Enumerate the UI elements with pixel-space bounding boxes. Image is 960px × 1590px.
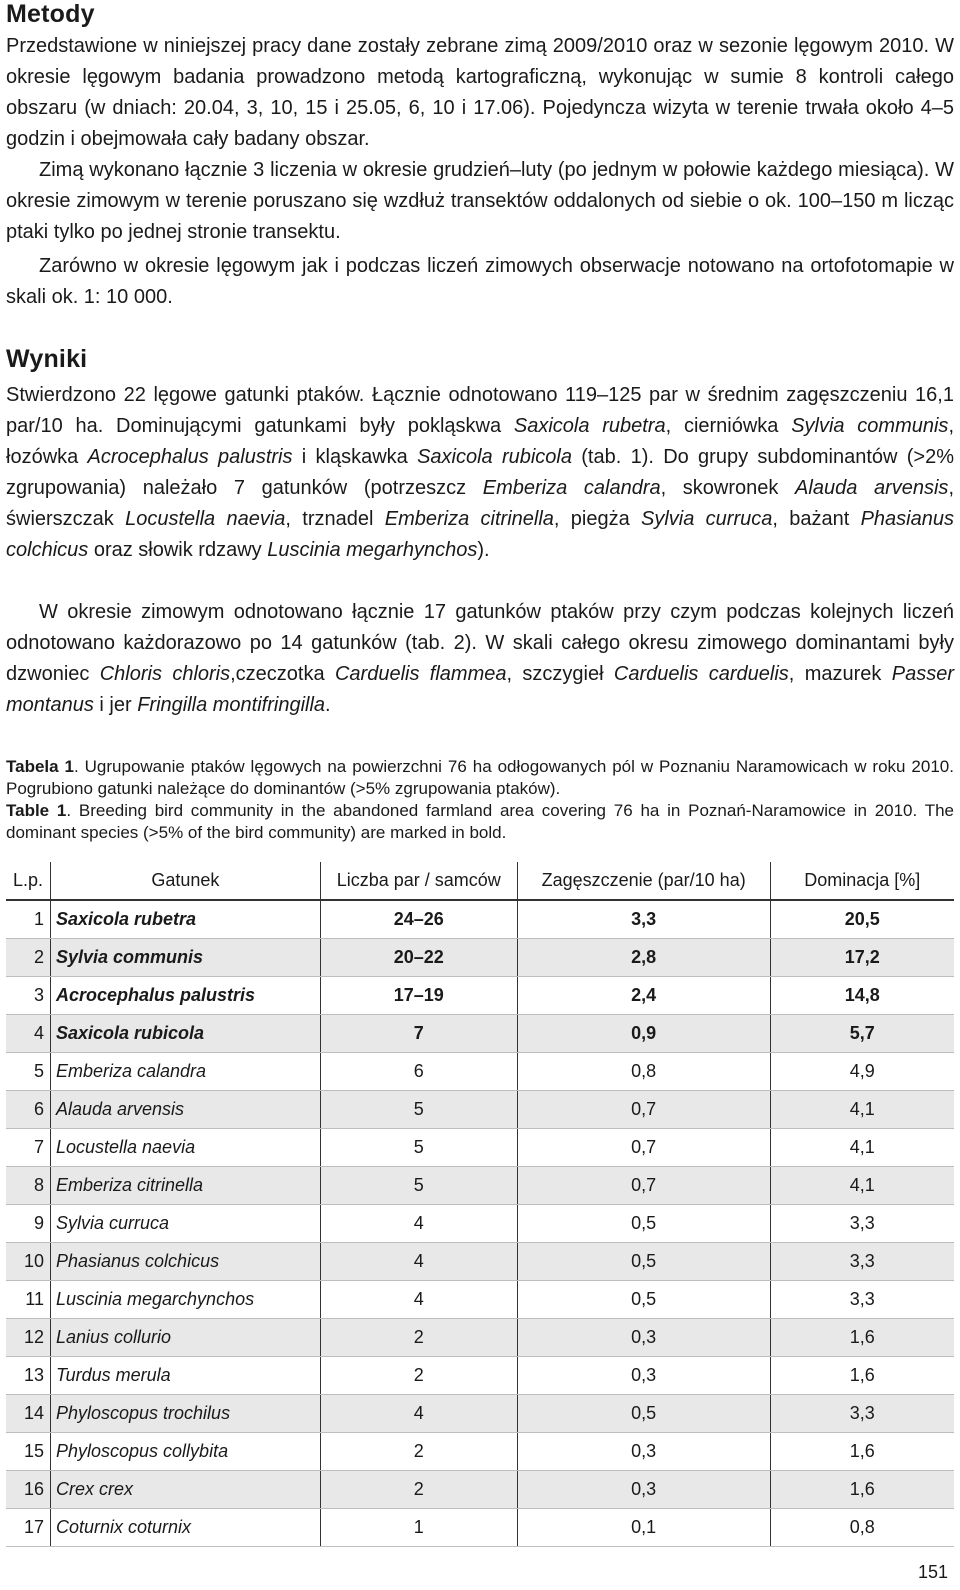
density-cell: 0,9 [517, 1015, 770, 1053]
density-cell: 0,3 [517, 1471, 770, 1509]
row-number: 15 [6, 1433, 50, 1471]
species-name: Emberiza calandra [482, 477, 661, 499]
row-number: 6 [6, 1091, 50, 1129]
table-row [6, 1129, 954, 1167]
dominance-cell: 0,8 [770, 1509, 954, 1547]
row-number: 10 [6, 1243, 50, 1281]
row-number: 5 [6, 1053, 50, 1091]
dominance-cell: 5,7 [770, 1015, 954, 1053]
row-number: 14 [6, 1395, 50, 1433]
species-name: Fringilla montifringilla [137, 694, 326, 716]
methods-paragraph-2: Zimą wykonano łącznie 3 liczenia w okresie grudzień–luty (po jednym w połowie każdego miesiąca). W okresie zimowym w terenie poruszano się wzdłuż transektów oddalonych od siebie o ok. 100–150 m licząc ptaki tylko po jednej stronie transektu. [6, 159, 954, 243]
species-cell: Phyloscopus trochilus [50, 1395, 320, 1433]
pairs-cell: 5 [320, 1129, 517, 1167]
species-cell: Saxicola rubicola [50, 1015, 320, 1053]
table-row [6, 1015, 954, 1053]
results-paragraph-2 [6, 597, 954, 721]
table-row [6, 977, 954, 1015]
table-caption-polish [6, 756, 954, 800]
species-name: Chloris chloris [99, 663, 231, 685]
column-header-species: Gatunek [50, 862, 320, 900]
table-caption-text: . Breeding bird community in the abandoned farmland area covering 76 ha in Poznań-Naramowice in 2010. The dominant species (>5% of the bird community) are marked in bold. [6, 801, 954, 842]
species-cell: Acrocephalus palustris [50, 977, 320, 1015]
species-cell: Coturnix coturnix [50, 1509, 320, 1547]
row-number: 9 [6, 1205, 50, 1243]
pairs-cell: 5 [320, 1091, 517, 1129]
density-cell: 0,8 [517, 1053, 770, 1091]
methods-heading: Metody [6, 0, 95, 28]
table-row [6, 1357, 954, 1395]
table-row [6, 1281, 954, 1319]
pairs-cell: 2 [320, 1319, 517, 1357]
species-name: Carduelis carduelis [613, 663, 789, 685]
column-header-density: Zagęszczenie (par/10 ha) [517, 862, 770, 900]
species-cell: Crex crex [50, 1471, 320, 1509]
table-row [6, 1395, 954, 1433]
text-run: , łozówka [6, 415, 954, 468]
density-cell: 0,3 [517, 1433, 770, 1471]
row-number: 16 [6, 1471, 50, 1509]
density-cell: 3,3 [517, 900, 770, 939]
species-cell: Alauda arvensis [50, 1091, 320, 1129]
dominance-cell: 3,3 [770, 1395, 954, 1433]
text-run: W okresie zimowym odnotowano łącznie 17 gatunków ptaków przy czym podczas kolejnych liczeń odnotowano każdorazowo po 14 gatunków (tab. 2). W skali całego okresu zimowego dominantami były dzwoniec [6, 601, 954, 685]
table-row [6, 1319, 954, 1357]
text-run: i jer [93, 694, 138, 716]
species-cell: Emberiza calandra [50, 1053, 320, 1091]
table-row [6, 1053, 954, 1091]
species-name: Sylvia communis [791, 415, 949, 437]
row-number: 2 [6, 939, 50, 977]
text-run: Stwierdzono 22 lęgowe gatunki ptaków. Łącznie odnotowano 119–125 par w średnim zagęszczeniu 16,1 par/10 ha. Dominującymi gatunkami były pokląskwa [6, 384, 954, 437]
density-cell: 0,1 [517, 1509, 770, 1547]
pairs-cell: 24–26 [320, 900, 517, 939]
species-cell: Lanius collurio [50, 1319, 320, 1357]
table-row [6, 900, 954, 939]
row-number: 3 [6, 977, 50, 1015]
row-number: 13 [6, 1357, 50, 1395]
row-number: 11 [6, 1281, 50, 1319]
dominance-cell: 4,9 [770, 1053, 954, 1091]
column-header-lp: L.p. [6, 862, 50, 900]
dominance-cell: 3,3 [770, 1243, 954, 1281]
species-cell: Luscinia megarchynchos [50, 1281, 320, 1319]
dominance-cell: 4,1 [770, 1129, 954, 1167]
table-row [6, 1471, 954, 1509]
dominance-cell: 1,6 [770, 1319, 954, 1357]
table-caption-label: Table 1 [6, 801, 67, 820]
dominance-cell: 3,3 [770, 1281, 954, 1319]
text-run: , świerszczak [6, 477, 954, 530]
row-number: 17 [6, 1509, 50, 1547]
species-name: Locustella naevia [125, 508, 286, 530]
density-cell: 2,4 [517, 977, 770, 1015]
table-row [6, 1205, 954, 1243]
text-run: oraz słowik rdzawy [88, 539, 268, 561]
density-cell: 0,3 [517, 1319, 770, 1357]
text-run: (tab. 1). Do grupy subdominantów (>2% zgrupowania) należało 7 gatunków (potrzeszcz [6, 446, 954, 499]
pairs-cell: 20–22 [320, 939, 517, 977]
species-name: Alauda arvensis [795, 477, 949, 499]
density-cell: 0,5 [517, 1281, 770, 1319]
species-name: Saxicola rubetra [513, 415, 666, 437]
bird-community-table [6, 862, 954, 1547]
species-name: Passer montanus [6, 663, 955, 716]
species-name: Acrocephalus palustris [87, 446, 293, 468]
pairs-cell: 5 [320, 1167, 517, 1205]
text-run: , trznadel [285, 508, 385, 530]
dominance-cell: 1,6 [770, 1471, 954, 1509]
table-row [6, 939, 954, 977]
table-row [6, 1509, 954, 1547]
species-cell: Phasianus colchicus [50, 1243, 320, 1281]
table-row [6, 1433, 954, 1471]
dominance-cell: 4,1 [770, 1091, 954, 1129]
table-header-row [6, 862, 954, 900]
text-run: , cierniówka [665, 415, 792, 437]
density-cell: 0,7 [517, 1091, 770, 1129]
row-number: 4 [6, 1015, 50, 1053]
table-caption-text: . Ugrupowanie ptaków lęgowych na powierzchni 76 ha odłogowanych pól w Poznaniu Naramowicach w roku 2010. Pogrubiono gatunki należące do dominantów (>5% zgrupowania ptaków). [6, 757, 954, 798]
species-cell: Saxicola rubetra [50, 900, 320, 939]
dominance-cell: 20,5 [770, 900, 954, 939]
row-number: 7 [6, 1129, 50, 1167]
species-cell: Turdus merula [50, 1357, 320, 1395]
pairs-cell: 4 [320, 1395, 517, 1433]
dominance-cell: 17,2 [770, 939, 954, 977]
pairs-cell: 6 [320, 1053, 517, 1091]
density-cell: 0,5 [517, 1395, 770, 1433]
text-run: . [325, 694, 331, 716]
text-run: ,czeczotka [230, 663, 335, 685]
pairs-cell: 2 [320, 1471, 517, 1509]
text-run: ). [477, 539, 490, 561]
results-paragraph-1 [6, 380, 954, 566]
pairs-cell: 7 [320, 1015, 517, 1053]
column-header-pairs: Liczba par / samców [320, 862, 517, 900]
text-run: i kląskawka [292, 446, 418, 468]
table-caption-label: Tabela 1 [6, 757, 74, 776]
density-cell: 0,5 [517, 1243, 770, 1281]
table-row [6, 1091, 954, 1129]
dominance-cell: 1,6 [770, 1357, 954, 1395]
methods-paragraph-3: Zarówno w okresie lęgowym jak i podczas liczeń zimowych obserwacje notowano na ortofotomapie w skali ok. 1: 10 000. [6, 255, 954, 308]
text-run: , szczygieł [506, 663, 614, 685]
methods-paragraph-1: Przedstawione w niniejszej pracy dane zostały zebrane zimą 2009/2010 oraz w sezonie lęgowym 2010. W okresie lęgowym badania prowadzono metodą kartograficzną, wykonując w sumie 8 kontroli całego obszaru (w dniach: 20.04, 3, 10, 15 i 25.05, 6, 10 i 17.06). Pojedyncza wizyta w terenie trwała około 4–5 godzin i obejmowała cały badany obszar. [6, 35, 954, 150]
species-cell: Phyloscopus collybita [50, 1433, 320, 1471]
table-caption-english [6, 800, 954, 844]
pairs-cell: 4 [320, 1205, 517, 1243]
table-body [6, 900, 954, 1547]
species-name: Emberiza citrinella [384, 508, 554, 530]
density-cell: 0,5 [517, 1205, 770, 1243]
species-name: Saxicola rubicola [417, 446, 572, 468]
density-cell: 0,3 [517, 1357, 770, 1395]
species-cell: Emberiza citrinella [50, 1167, 320, 1205]
page-number: 151 [917, 1562, 948, 1582]
text-run: , bażant [772, 508, 861, 530]
dominance-cell: 3,3 [770, 1205, 954, 1243]
dominance-cell: 4,1 [770, 1167, 954, 1205]
species-name: Carduelis flammea [334, 663, 507, 685]
density-cell: 0,7 [517, 1129, 770, 1167]
row-number: 8 [6, 1167, 50, 1205]
dominance-cell: 1,6 [770, 1433, 954, 1471]
row-number: 1 [6, 900, 50, 939]
species-name: Phasianus colchicus [6, 508, 954, 561]
row-number: 12 [6, 1319, 50, 1357]
text-run: , skowronek [660, 477, 796, 499]
text-run: , piegża [553, 508, 641, 530]
pairs-cell: 17–19 [320, 977, 517, 1015]
species-cell: Locustella naevia [50, 1129, 320, 1167]
species-name: Sylvia curruca [641, 508, 773, 530]
pairs-cell: 2 [320, 1357, 517, 1395]
species-cell: Sylvia communis [50, 939, 320, 977]
density-cell: 2,8 [517, 939, 770, 977]
dominance-cell: 14,8 [770, 977, 954, 1015]
text-run: , mazurek [788, 663, 892, 685]
column-header-dominance: Dominacja [%] [770, 862, 954, 900]
pairs-cell: 2 [320, 1433, 517, 1471]
table-row [6, 1243, 954, 1281]
pairs-cell: 4 [320, 1243, 517, 1281]
table-row [6, 1167, 954, 1205]
results-heading: Wyniki [6, 345, 88, 373]
density-cell: 0,7 [517, 1167, 770, 1205]
species-name: Luscinia megarhynchos [267, 539, 478, 561]
species-cell: Sylvia curruca [50, 1205, 320, 1243]
pairs-cell: 4 [320, 1281, 517, 1319]
pairs-cell: 1 [320, 1509, 517, 1547]
